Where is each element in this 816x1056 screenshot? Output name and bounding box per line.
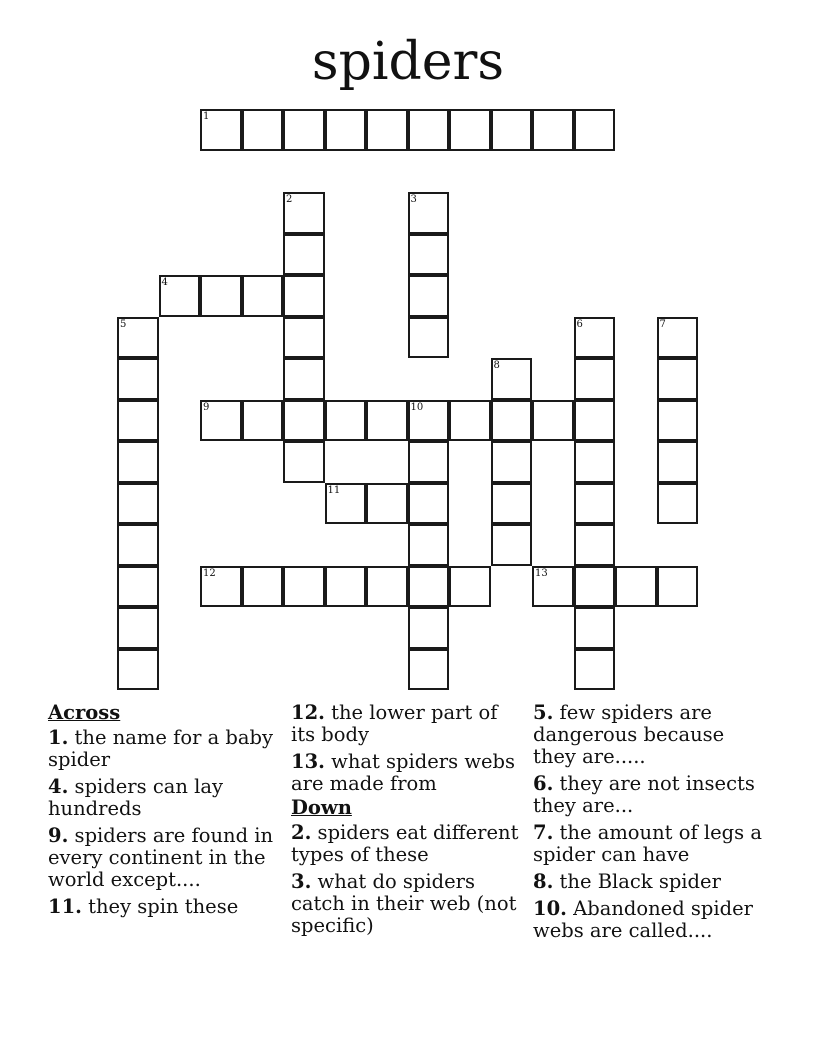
clue-text: the Black spider (553, 870, 721, 893)
grid-cell[interactable] (408, 607, 450, 649)
clue-text: the amount of legs a spider can have (533, 821, 762, 866)
clue-down-10 (533, 898, 768, 942)
grid-cell[interactable] (325, 400, 367, 442)
grid-cell[interactable] (408, 317, 450, 359)
cell-number: 10 (410, 401, 424, 413)
clue-number: 3. (291, 870, 312, 893)
clue-number: 8. (533, 870, 554, 893)
clue-number: 11. (48, 895, 82, 918)
grid-cell[interactable] (657, 483, 699, 525)
grid-cell[interactable] (408, 400, 450, 442)
grid-cell[interactable] (366, 483, 408, 525)
clue-number: 5. (533, 701, 554, 724)
clues-column-2 (291, 702, 526, 942)
cell-number: 4 (161, 277, 168, 288)
grid-cell[interactable] (408, 109, 450, 151)
clue-number: 4. (48, 775, 69, 798)
grid-cell[interactable] (449, 566, 491, 608)
across-heading: Across (48, 701, 121, 724)
grid-cell[interactable] (283, 109, 325, 151)
grid-cell[interactable] (366, 566, 408, 608)
clue-down-2 (291, 822, 526, 866)
grid-cell[interactable] (283, 317, 325, 359)
grid-cell[interactable] (283, 192, 325, 234)
clue-text: they are not insects they are... (533, 772, 755, 817)
clue-text: what do spiders catch in their web (not specific) (291, 870, 517, 937)
grid-cell[interactable] (657, 358, 699, 400)
grid-cell[interactable] (574, 317, 616, 359)
grid-cell[interactable] (366, 109, 408, 151)
grid-cell[interactable] (159, 275, 201, 317)
cell-number: 12 (203, 567, 216, 579)
grid-cell[interactable] (117, 441, 159, 483)
clue-text: they spin these (81, 895, 239, 918)
grid-cell[interactable] (574, 400, 616, 442)
grid-cell[interactable] (408, 483, 450, 525)
clue-number: 13. (291, 750, 325, 773)
grid-cell[interactable] (117, 317, 159, 359)
grid-cell[interactable] (200, 109, 242, 151)
clue-number: 7. (533, 821, 554, 844)
grid-cell[interactable] (366, 400, 408, 442)
clue-text: spiders are found in every continent in the world except.... (48, 824, 274, 891)
grid-cell[interactable] (408, 192, 450, 234)
grid-cell[interactable] (117, 607, 159, 649)
cell-number: 7 (659, 318, 666, 330)
clue-down-8 (533, 871, 768, 893)
clue-text: spiders eat different types of these (291, 821, 519, 866)
clue-text: spiders can lay hundreds (48, 775, 224, 820)
grid-cell[interactable] (117, 649, 159, 691)
grid-cell[interactable] (242, 109, 284, 151)
clue-number: 10. (533, 897, 567, 920)
grid-cell[interactable] (325, 109, 367, 151)
clues-column-3 (533, 702, 768, 947)
grid-cell[interactable] (615, 566, 657, 608)
clue-text: the name for a baby spider (48, 726, 274, 771)
clue-across-4 (48, 776, 283, 820)
grid-cell[interactable] (491, 524, 533, 566)
grid-cell[interactable] (117, 483, 159, 525)
clue-text: what spiders webs are made from (291, 750, 516, 795)
cell-number: 11 (327, 484, 341, 496)
grid-cell[interactable] (117, 358, 159, 400)
grid-cell[interactable] (283, 441, 325, 483)
clue-text: few spiders are dangerous because they are..... (533, 701, 725, 768)
clue-across-1 (48, 727, 283, 771)
clue-down-5 (533, 702, 768, 768)
grid-cell[interactable] (532, 566, 574, 608)
grid-cell[interactable] (283, 358, 325, 400)
clue-across-11 (48, 896, 283, 918)
clue-across-13 (291, 751, 526, 795)
grid-cell[interactable] (408, 441, 450, 483)
grid-cell[interactable] (200, 400, 242, 442)
grid-cell[interactable] (117, 400, 159, 442)
grid-cell[interactable] (242, 566, 284, 608)
down-heading: Down (291, 796, 352, 819)
cell-number: 6 (576, 318, 583, 330)
grid-cell[interactable] (574, 524, 616, 566)
clue-down-3 (291, 871, 526, 937)
cell-number: 8 (493, 360, 500, 371)
clue-number: 6. (533, 772, 554, 795)
grid-cell[interactable] (408, 524, 450, 566)
grid-cell[interactable] (574, 441, 616, 483)
grid-cell[interactable] (200, 275, 242, 317)
grid-cell[interactable] (117, 566, 159, 608)
grid-cell[interactable] (532, 109, 574, 151)
clue-down-6 (533, 773, 768, 817)
grid-cell[interactable] (283, 566, 325, 608)
grid-cell[interactable] (491, 400, 533, 442)
grid-cell[interactable] (408, 234, 450, 276)
grid-cell[interactable] (574, 607, 616, 649)
cell-number: 9 (203, 401, 210, 413)
grid-cell[interactable] (117, 524, 159, 566)
clue-across-9 (48, 825, 283, 891)
grid-cell[interactable] (574, 483, 616, 525)
grid-cell[interactable] (657, 317, 699, 359)
grid-cell[interactable] (491, 483, 533, 525)
grid-cell[interactable] (283, 400, 325, 442)
grid-cell[interactable] (325, 566, 367, 608)
grid-cell[interactable] (657, 441, 699, 483)
clue-number: 12. (291, 701, 325, 724)
grid-cell[interactable] (283, 234, 325, 276)
cell-number: 5 (120, 318, 127, 330)
grid-cell[interactable] (491, 109, 533, 151)
grid-cell[interactable] (491, 358, 533, 400)
clue-text: Abandoned spider webs are called.... (533, 897, 753, 942)
grid-cell[interactable] (408, 649, 450, 691)
grid-cell[interactable] (657, 400, 699, 442)
grid-cell[interactable] (574, 109, 616, 151)
grid-cell[interactable] (657, 566, 699, 608)
cell-number: 2 (286, 194, 293, 205)
grid-cell[interactable] (574, 649, 616, 691)
grid-cell[interactable] (408, 566, 450, 608)
clue-text: the lower part of its body (291, 701, 498, 746)
grid-cell[interactable] (574, 358, 616, 400)
clue-number: 9. (48, 824, 69, 847)
grid-cell[interactable] (449, 400, 491, 442)
grid-cell[interactable] (325, 483, 367, 525)
clue-across-12 (291, 702, 526, 746)
grid-cell[interactable] (491, 441, 533, 483)
grid-cell[interactable] (283, 275, 325, 317)
cell-number: 1 (203, 111, 210, 122)
grid-cell[interactable] (574, 566, 616, 608)
clue-number: 2. (291, 821, 312, 844)
grid-cell[interactable] (532, 400, 574, 442)
cell-number: 3 (410, 194, 417, 205)
puzzle-title: spiders (311, 32, 505, 92)
grid-cell[interactable] (408, 275, 450, 317)
clue-down-7 (533, 822, 768, 866)
grid-cell[interactable] (449, 109, 491, 151)
grid-cell[interactable] (200, 566, 242, 608)
cell-number: 13 (535, 567, 548, 579)
clue-number: 1. (48, 726, 69, 749)
clues-column-1 (48, 702, 283, 923)
grid-cell[interactable] (242, 275, 284, 317)
grid-cell[interactable] (242, 400, 284, 442)
